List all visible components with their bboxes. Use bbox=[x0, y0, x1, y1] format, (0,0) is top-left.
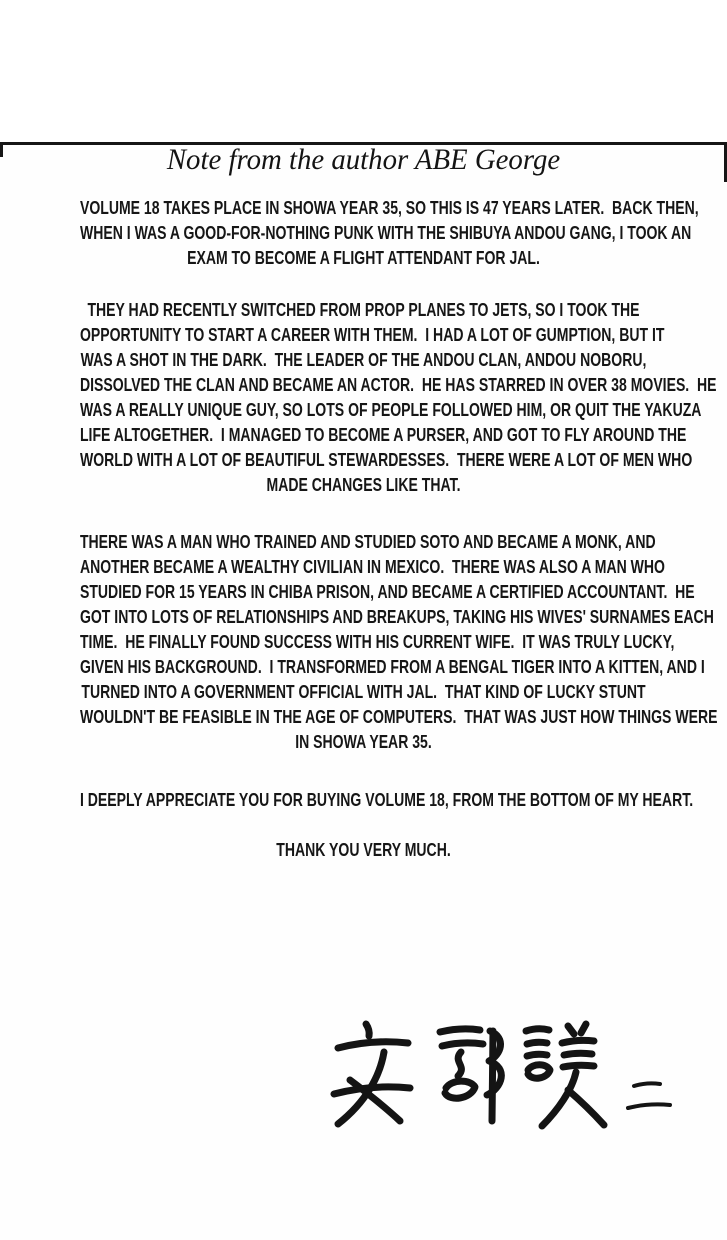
author-note-body bbox=[0, 196, 727, 863]
scan-edge-left bbox=[0, 142, 3, 157]
text-line: WHEN I WAS A GOOD-FOR-NOTHING PUNK WITH THE SHIBUYA ANDOU GANG, I TOOK AN bbox=[79, 223, 692, 243]
text-line: LIFE ALTOGETHER. I MANAGED TO BECOME A PURSER, AND GOT TO FLY AROUND THE bbox=[79, 425, 687, 445]
author-note-page bbox=[0, 142, 727, 1240]
page-title: Note from the author ABE George bbox=[166, 143, 561, 176]
paragraph bbox=[0, 788, 727, 813]
author-signature bbox=[330, 1018, 678, 1140]
text-line: WAS A SHOT IN THE DARK. THE LEADER OF THE ANDOU CLAN, ANDOU NOBORU, bbox=[80, 350, 647, 370]
text-line: I DEEPLY APPRECIATE YOU FOR BUYING VOLUME 18, FROM THE BOTTOM OF MY HEART. bbox=[79, 790, 694, 810]
text-line: EXAM TO BECOME A FLIGHT ATTENDANT FOR JAL. bbox=[187, 248, 540, 268]
paragraph bbox=[0, 530, 727, 755]
text-line: GOT INTO LOTS OF RELATIONSHIPS AND BREAKUPS, TAKING HIS WIVES' SURNAMES EACH bbox=[79, 607, 714, 627]
text-line: THANK YOU VERY MUCH. bbox=[276, 840, 451, 860]
paragraph bbox=[0, 838, 727, 863]
text-line: STUDIED FOR 15 YEARS IN CHIBA PRISON, AND BECAME A CERTIFIED ACCOUNTANT. HE bbox=[79, 582, 695, 602]
paragraph bbox=[0, 196, 727, 271]
text-line: GIVEN HIS BACKGROUND. I TRANSFORMED FROM A BENGAL TIGER INTO A KITTEN, AND I bbox=[79, 657, 705, 677]
text-line: IN SHOWA YEAR 35. bbox=[295, 732, 432, 752]
text-line: WAS A REALLY UNIQUE GUY, SO LOTS OF PEOPLE FOLLOWED HIM, OR QUIT THE YAKUZA bbox=[79, 400, 702, 420]
paragraph bbox=[0, 298, 727, 498]
text-line: WOULDN'T BE FEASIBLE IN THE AGE OF COMPUTERS. THAT WAS JUST HOW THINGS WERE bbox=[79, 707, 718, 727]
text-line: THERE WAS A MAN WHO TRAINED AND STUDIED SOTO AND BECAME A MONK, AND bbox=[79, 532, 656, 552]
text-line: TURNED INTO A GOVERNMENT OFFICIAL WITH JAL. THAT KIND OF LUCKY STUNT bbox=[81, 682, 646, 702]
text-line: VOLUME 18 TAKES PLACE IN SHOWA YEAR 35, SO THIS IS 47 YEARS LATER. BACK THEN, bbox=[79, 198, 699, 218]
text-line: ANOTHER BECAME A WEALTHY CIVILIAN IN MEXICO. THERE WAS ALSO A MAN WHO bbox=[79, 557, 665, 577]
text-line: MADE CHANGES LIKE THAT. bbox=[266, 475, 461, 495]
signature-kanji-drawing bbox=[330, 1018, 678, 1140]
text-line: THEY HAD RECENTLY SWITCHED FROM PROP PLANES TO JETS, SO I TOOK THE bbox=[87, 300, 640, 320]
text-line: OPPORTUNITY TO START A CAREER WITH THEM. I HAD A LOT OF GUMPTION, BUT IT bbox=[79, 325, 665, 345]
text-line: TIME. HE FINALLY FOUND SUCCESS WITH HIS CURRENT WIFE. IT WAS TRULY LUCKY, bbox=[79, 632, 675, 652]
text-line: DISSOLVED THE CLAN AND BECAME AN ACTOR. HE HAS STARRED IN OVER 38 MOVIES. HE bbox=[79, 375, 717, 395]
text-line: WORLD WITH A LOT OF BEAUTIFUL STEWARDESSES. THERE WERE A LOT OF MEN WHO bbox=[79, 450, 693, 470]
